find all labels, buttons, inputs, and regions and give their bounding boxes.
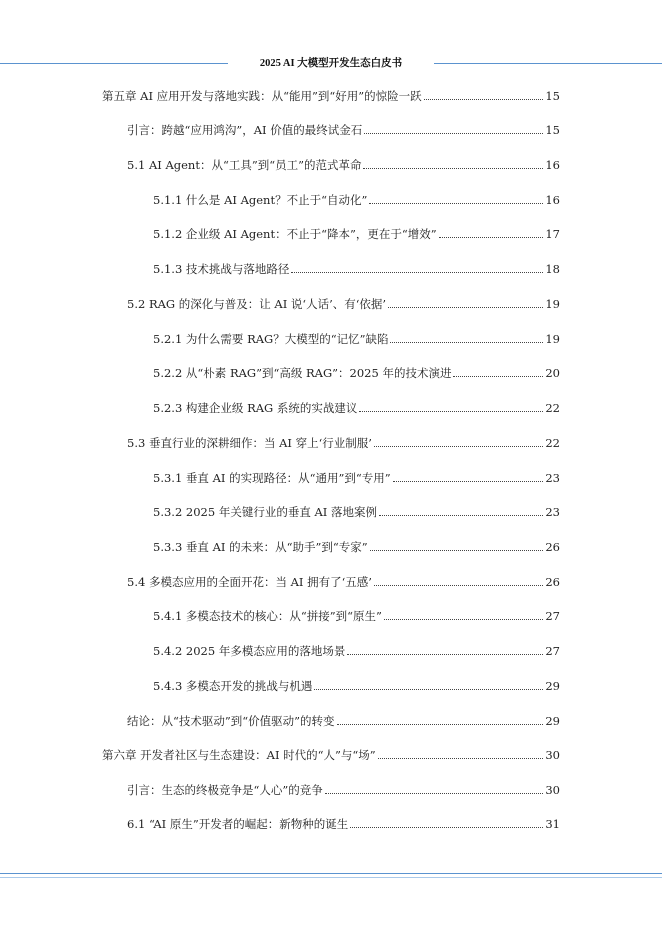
toc-entry-page: 29	[545, 714, 560, 728]
toc-entry-page: 16	[545, 158, 560, 172]
dot-leader	[374, 572, 543, 586]
toc-entry-page: 17	[545, 227, 560, 241]
toc-entry-page: 26	[545, 575, 560, 589]
toc-entry[interactable]	[153, 606, 560, 626]
toc-entry[interactable]	[153, 468, 560, 488]
document-title: 2025 AI 大模型开发生态白皮书	[259, 58, 403, 69]
dot-leader	[388, 294, 543, 308]
dot-leader	[424, 86, 544, 100]
toc-entry-page: 15	[545, 123, 560, 137]
toc-entry-title: 5.4.1 多模态技术的核心：从“拼接”到“原生”	[153, 609, 382, 623]
toc-entry[interactable]	[127, 572, 560, 592]
toc-entry-page: 27	[545, 644, 560, 658]
toc-entry-page: 23	[545, 505, 560, 519]
dot-leader	[314, 676, 543, 690]
dot-leader	[390, 329, 543, 343]
dot-leader	[359, 398, 543, 412]
toc-entry-page: 22	[545, 436, 560, 450]
toc-entry-page: 27	[545, 609, 560, 623]
toc-entry-title: 5.4 多模态应用的全面开花：当 AI 拥有了‘五感’	[127, 575, 372, 589]
dot-leader	[291, 259, 543, 273]
toc-entry-page: 15	[545, 89, 560, 103]
dot-leader	[393, 468, 544, 482]
page-header	[0, 52, 662, 76]
toc-entry[interactable]	[153, 502, 560, 522]
toc-entry-page: 19	[545, 297, 560, 311]
dot-leader	[325, 780, 544, 794]
header-rule-right	[434, 63, 662, 64]
toc-entry-page: 18	[545, 262, 560, 276]
toc-entry[interactable]	[153, 641, 560, 661]
toc-entry[interactable]	[127, 433, 560, 453]
toc-entry-title: 引言：生态的终极竞争是“人心”的竞争	[127, 783, 323, 797]
toc-entry[interactable]	[153, 259, 560, 279]
toc-entry-page: 29	[545, 679, 560, 693]
dot-leader	[384, 606, 543, 620]
toc-entry[interactable]	[127, 294, 560, 314]
toc-entry[interactable]	[153, 190, 560, 210]
dot-leader	[363, 155, 543, 169]
toc-entry-title: 5.3.2 2025 年关键行业的垂直 AI 落地案例	[153, 505, 377, 519]
toc-entry[interactable]	[153, 676, 560, 696]
toc-entry[interactable]	[127, 120, 560, 140]
toc-entry[interactable]	[102, 745, 560, 765]
dot-leader	[369, 190, 543, 204]
dot-leader	[370, 537, 544, 551]
toc-entry-page: 19	[545, 332, 560, 346]
dot-leader	[364, 120, 543, 134]
toc-entry-title: 5.4.3 多模态开发的挑战与机遇	[153, 679, 313, 693]
toc-entry-title: 5.3.1 垂直 AI 的实现路径：从“通用”到“专用”	[153, 471, 391, 485]
toc-entry-page: 23	[545, 471, 560, 485]
dot-leader	[379, 502, 543, 516]
toc-entry[interactable]	[153, 329, 560, 349]
toc-entry-page: 26	[545, 540, 560, 554]
dot-leader	[350, 814, 543, 828]
toc-entry-title: 5.2.1 为什么需要 RAG？大模型的“记忆”缺陷	[153, 332, 389, 346]
toc-entry[interactable]	[153, 363, 560, 383]
toc-entry-title: 5.1.1 什么是 AI Agent？不止于“自动化”	[153, 193, 368, 207]
toc-entry-title: 5.2.2 从“朴素 RAG”到“高级 RAG”：2025 年的技术演进	[153, 366, 452, 380]
toc-entry-title: 5.2.3 构建企业级 RAG 系统的实战建议	[153, 401, 358, 415]
toc-entry[interactable]	[127, 814, 560, 834]
toc-entry-title: 引言：跨越“应用鸿沟”，AI 价值的最终试金石	[127, 123, 363, 137]
toc-entry-page: 20	[545, 366, 560, 380]
footer-rule	[0, 873, 662, 874]
toc-entry-page: 16	[545, 193, 560, 207]
toc-entry[interactable]	[153, 537, 560, 557]
dot-leader	[347, 641, 543, 655]
toc-entry-page: 22	[545, 401, 560, 415]
toc-entry[interactable]	[153, 398, 560, 418]
toc-entry-title: 第六章 开发者社区与生态建设：AI 时代的“人”与“场”	[102, 748, 376, 762]
toc-entry-title: 5.3.3 垂直 AI 的未来：从“助手”到“专家”	[153, 540, 368, 554]
dot-leader	[439, 224, 544, 238]
toc-entry[interactable]	[153, 224, 560, 244]
toc-entry-title: 5.1.3 技术挑战与落地路径	[153, 262, 290, 276]
toc-entry-title: 5.3 垂直行业的深耕细作：当 AI 穿上‘行业制服’	[127, 436, 372, 450]
toc-entry[interactable]	[127, 711, 560, 731]
toc-entry-title: 6.1 “AI 原生”开发者的崛起：新物种的诞生	[127, 817, 349, 831]
header-rule-left	[0, 63, 228, 64]
dot-leader	[337, 711, 544, 725]
toc-entry-title: 结论：从“技术驱动”到“价值驱动”的转变	[127, 714, 335, 728]
toc-entry[interactable]	[102, 86, 560, 106]
toc-entry-title: 5.1.2 企业级 AI Agent：不止于“降本”，更在于“增效”	[153, 227, 437, 241]
toc-entry-title: 5.4.2 2025 年多模态应用的落地场景	[153, 644, 346, 658]
footer-rule-secondary	[0, 877, 662, 878]
dot-leader	[378, 745, 544, 759]
toc-entry-page: 30	[545, 783, 560, 797]
toc-entry[interactable]	[127, 155, 560, 175]
toc-entry-title: 5.2 RAG 的深化与普及：让 AI 说‘人话’、有‘依据’	[127, 297, 387, 311]
toc-entry-page: 31	[545, 817, 560, 831]
toc-entry-page: 30	[545, 748, 560, 762]
toc-entry[interactable]	[127, 780, 560, 800]
dot-leader	[453, 363, 543, 377]
toc-entry-title: 第五章 AI 应用开发与落地实践：从“能用”到“好用”的惊险一跃	[102, 89, 422, 103]
toc-entry-title: 5.1 AI Agent：从“工具”到“员工”的范式革命	[127, 158, 362, 172]
dot-leader	[374, 433, 543, 447]
